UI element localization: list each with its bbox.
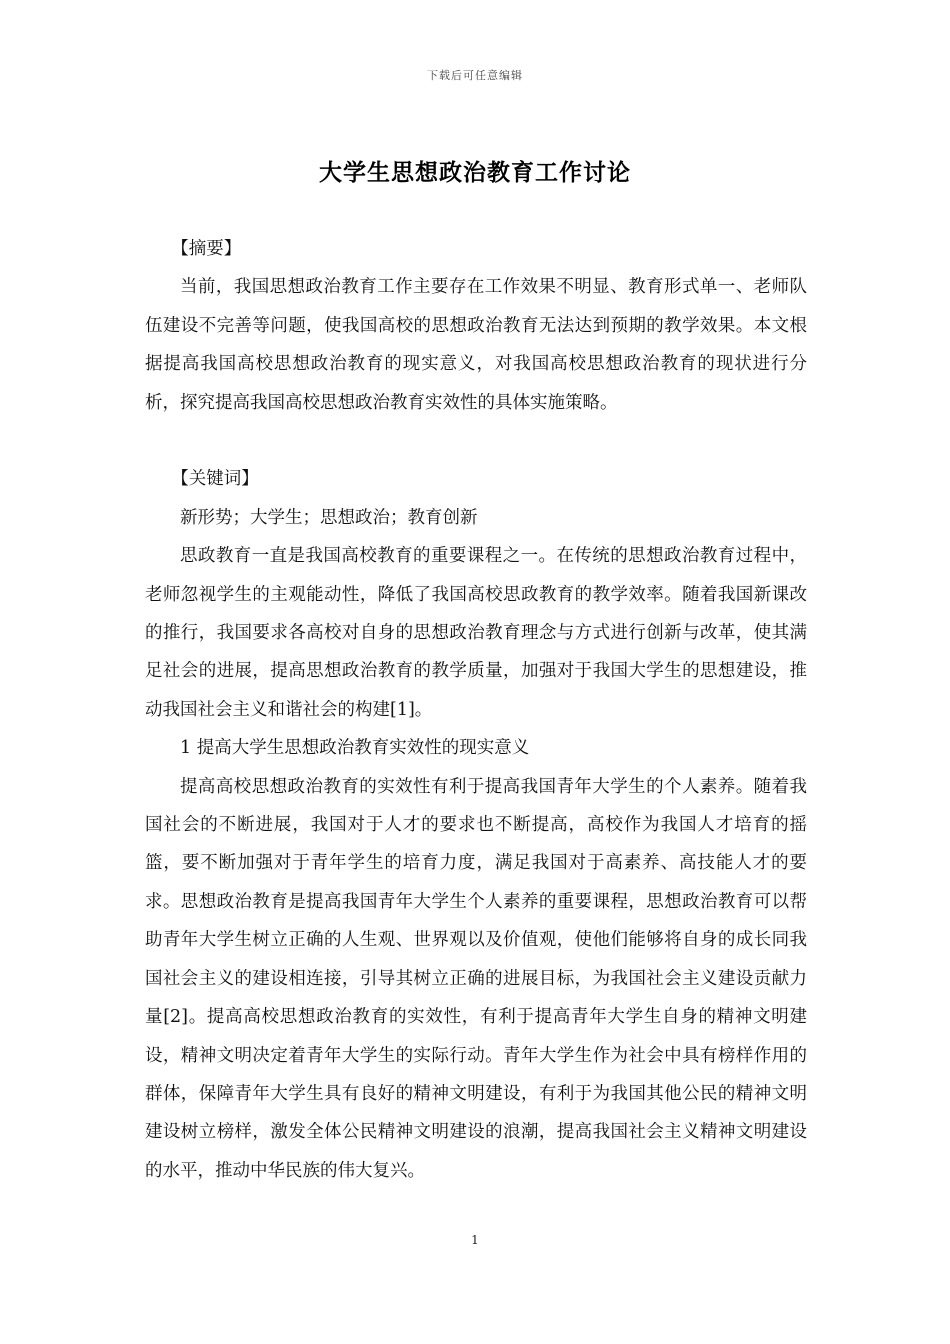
keywords-text: 新形势；大学生；思想政治；教育创新	[180, 507, 478, 528]
keywords-label: 【关键词】	[171, 469, 259, 490]
document-title: 大学生思想政治教育工作讨论	[319, 160, 631, 186]
intro-paragraph: 思政教育一直是我国高校教育的重要课程之一。在传统的思想政治教育过程中，老师忽视学生的主观能动性，降低了我国高校思政教育的教学效率。随着我国新课改的推行，我国要求各高校对自身的思想政治教育理念与方式进行创新与改革，使其满足社会的进展，提高思想政治教育的教学质量，加强对于我国大学生的思想建设，推动我国社会主义和谐社会的构建[1]。	[145, 546, 807, 720]
abstract-paragraph: 当前，我国思想政治教育工作主要存在工作效果不明显、教育形式单一、老师队伍建设不完善等问题，使我国高校的思想政治教育无法达到预期的教学效果。本文根据提高我国高校思想政治教育的现实意义，对我国高校思想政治教育的现状进行分析，探究提高我国高校思想政治教育实效性的具体实施策略。	[145, 277, 807, 413]
header-note: 下载后可任意编辑	[427, 69, 523, 82]
section-1-paragraph: 提高高校思想政治教育的实效性有利于提高我国青年大学生的个人素养。随着我国社会的不断进展，我国对于人才的要求也不断提高，高校作为我国人才培育的摇篮，要不断加强对于青年学生的培育力度，满足我国对于高素养、高技能人才的要求。思想政治教育是提高我国青年大学生个人素养的重要课程，思想政治教育可以帮助青年大学生树立正确的人生观、世界观以及价值观，使他们能够将自身的成长同我国社会主义的建设相连接，引导其树立正确的进展目标，为我国社会主义建设贡献力量[2]。提高高校思想政治教育的实效性，有利于提高青年大学生自身的精神文明建设，精神文明决定着青年大学生的实际行动。青年大学生作为社会中具有榜样作用的群体，保障青年大学生具有良好的精神文明建设，有利于为我国其他公民的精神文明建设树立榜样，激发全体公民精神文明建设的浪潮，提高我国社会主义精神文明建设的水平，推动中华民族的伟大复兴。	[145, 776, 807, 1181]
section-1-heading: 1 提高大学生思想政治教育实效性的现实意义	[180, 738, 530, 759]
paragraph-spacer	[145, 422, 807, 460]
document-body	[145, 230, 807, 1190]
abstract-label: 【摘要】	[171, 239, 242, 259]
page-number: 1	[471, 1233, 479, 1247]
